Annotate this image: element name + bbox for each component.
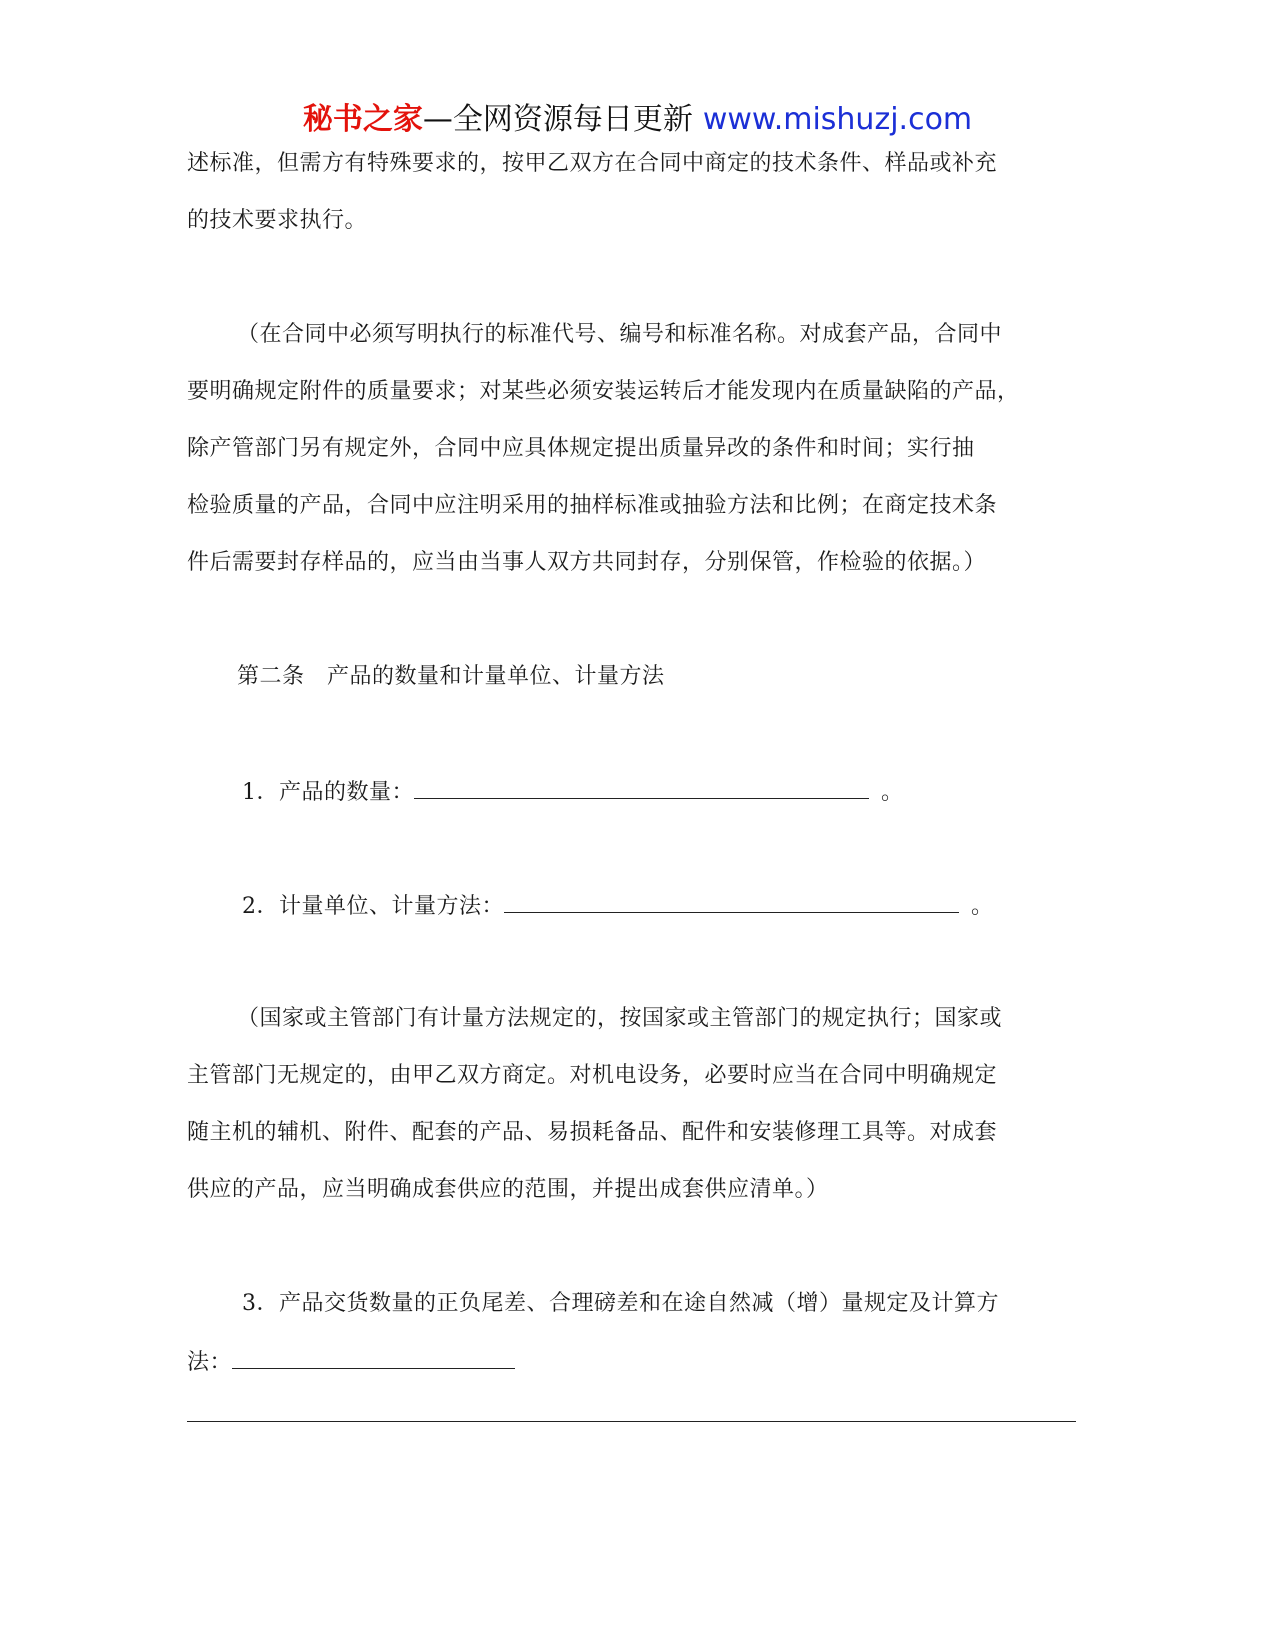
quantity-end: 。 [881, 780, 904, 805]
paragraph-line: 供应的产品，应当明确成套供应的范围，并提出成套供应清单。） [187, 1177, 829, 1202]
measurement-item [242, 890, 994, 922]
measurement-blank[interactable] [504, 890, 959, 913]
paragraph-line: 检验质量的产品，合同中应注明采用的抽样标准或抽验方法和比例；在商定技术条 [187, 493, 998, 518]
site-url-link[interactable]: www.mishuzj.com [702, 102, 973, 137]
paragraph-line: 随主机的辅机、附件、配套的产品、易损耗备品、配件和安装修理工具等。对成套 [187, 1120, 998, 1145]
quantity-item [242, 776, 904, 808]
paragraph-line: （在合同中必须写明执行的标准代号、编号和标准名称。对成套产品，合同中 [237, 322, 1003, 347]
tolerance-item-line: 3．产品交货数量的正负尾差、合理磅差和在途自然减（增）量规定及计算方 [242, 1291, 999, 1316]
paragraph-line: 的技术要求执行。 [187, 208, 368, 233]
article-title: 第二条 产品的数量和计量单位、计量方法 [237, 664, 665, 689]
paragraph-line: 件后需要封存样品的，应当由当事人双方共同封存，分别保管，作检验的依据。） [187, 550, 987, 575]
site-brand: 秘书之家 [302, 102, 423, 137]
full-width-blank-line[interactable] [187, 1421, 1076, 1422]
site-header [0, 100, 1275, 140]
paragraph-line: 主管部门无规定的，由甲乙双方商定。对机电设务，必要时应当在合同中明确规定 [187, 1063, 998, 1088]
quantity-blank[interactable] [414, 776, 869, 799]
tolerance-method-label: 法： [187, 1350, 233, 1375]
measurement-end: 。 [971, 894, 994, 919]
paragraph-line: 要明确规定附件的质量要求；对某些必须安装运转后才能发现内在质量缺陷的产品， [187, 379, 1020, 404]
site-slogan: —全网资源每日更新 [422, 102, 693, 137]
tolerance-item-method [187, 1346, 515, 1378]
measurement-label: 2．计量单位、计量方法： [242, 894, 504, 919]
quantity-label: 1．产品的数量： [242, 780, 414, 805]
paragraph-line: 述标准，但需方有特殊要求的，按甲乙双方在合同中商定的技术条件、样品或补充 [187, 151, 998, 176]
paragraph-line: （国家或主管部门有计量方法规定的，按国家或主管部门的规定执行；国家或 [237, 1006, 1003, 1031]
tolerance-method-blank[interactable] [232, 1346, 515, 1369]
paragraph-line: 除产管部门另有规定外，合同中应具体规定提出质量异改的条件和时间；实行抽 [187, 436, 975, 461]
